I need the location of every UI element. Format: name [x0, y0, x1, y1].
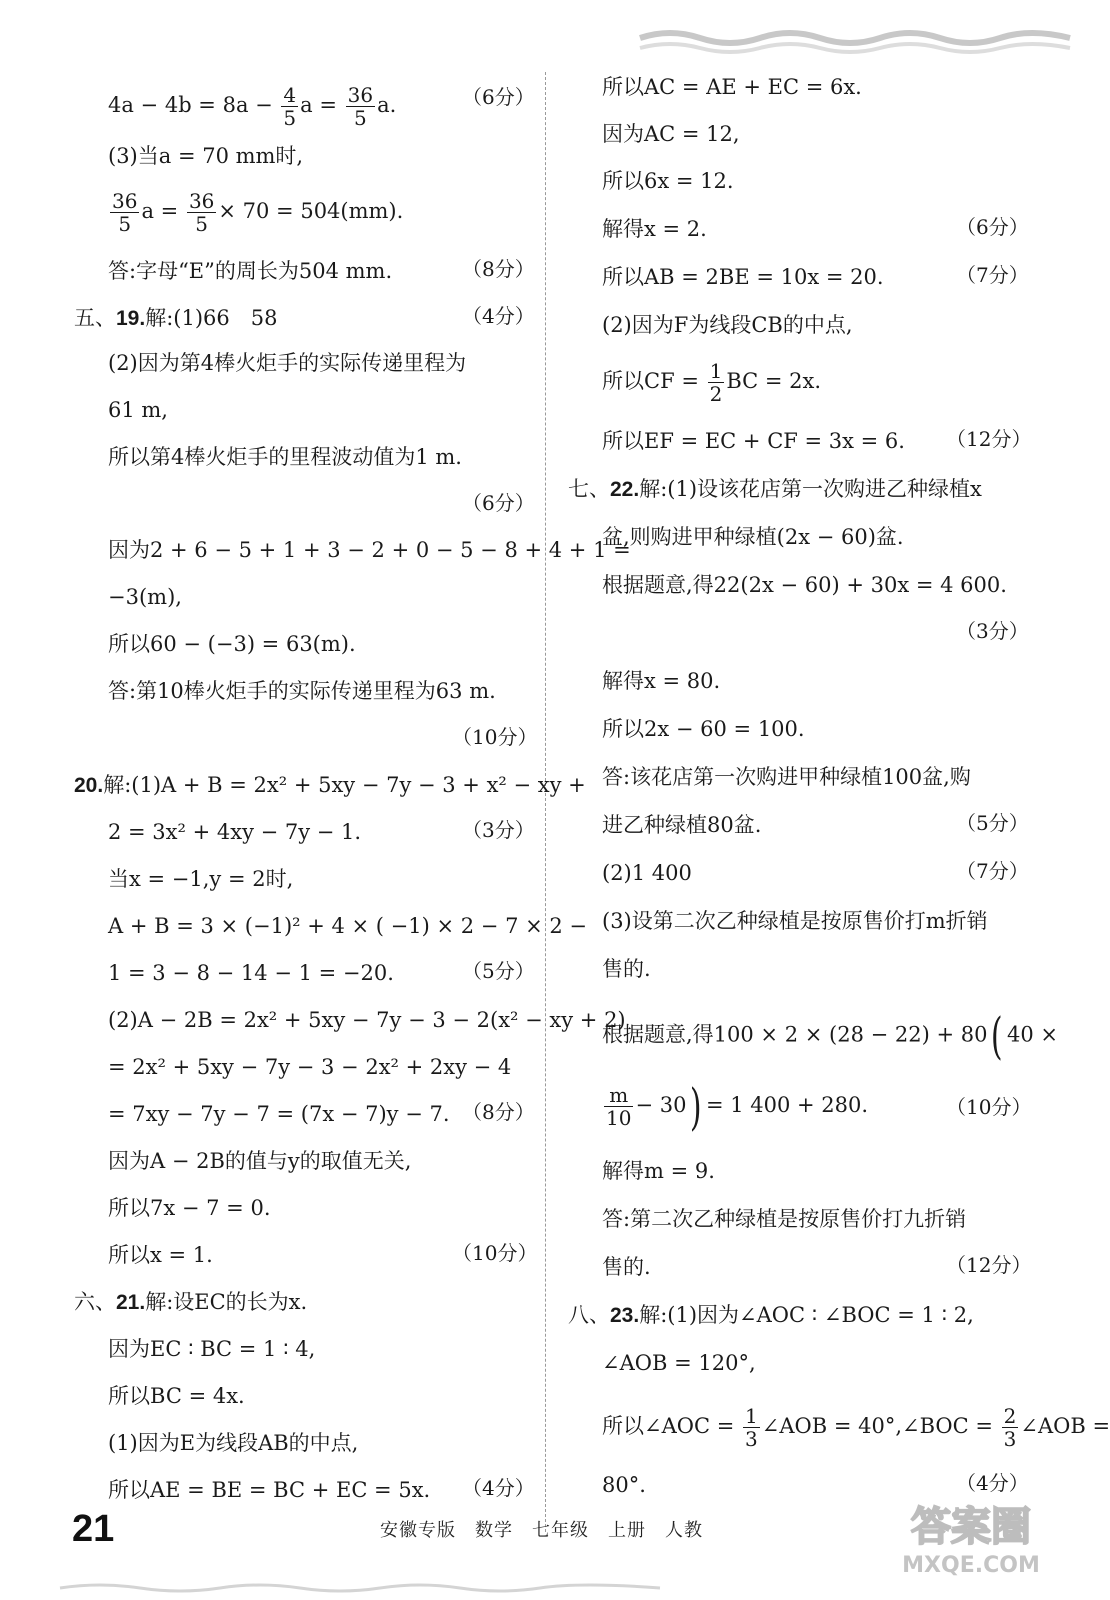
answer-line: 进乙种绿植80盆.: [602, 813, 762, 837]
text-line: 解得m = 9.: [602, 1159, 715, 1183]
column-divider: [545, 72, 546, 1532]
text-line: 所以60 − (−3) = 63(m).: [108, 632, 356, 656]
text-line: 61 m,: [108, 398, 168, 422]
text-line: 解得x = 80.: [602, 669, 721, 693]
text-line: 售的.: [602, 957, 651, 981]
text-line: (3)设第二次乙种绿植是按原售价打m折销: [602, 909, 988, 933]
fraction: $\frac{36}{5}$: [347, 83, 374, 130]
text-line: (2)1 400: [602, 861, 692, 885]
answer-line: 售的.: [602, 1255, 651, 1279]
text-line: 当x = −1,y = 2时,: [108, 867, 294, 891]
text-line: (3)当a = 70 mm时,: [108, 144, 304, 168]
decorative-wave-bottom: [60, 1578, 660, 1598]
score-mark: （7分）: [956, 263, 1029, 287]
equation-line: 4a − 4b = 8a − $\frac{4}{5}$ a = $\frac{36}{5}$ a.: [108, 83, 397, 130]
text-line: 因为AC = 12,: [602, 122, 740, 146]
text-line: = 2x² + 5xy − 7y − 3 − 2x² + 2xy − 4: [108, 1055, 512, 1079]
equation-line: $\frac{36}{5}$ a = $\frac{36}{5}$ × 70 = 504(mm).: [112, 189, 404, 236]
text-line: 所以6x = 12.: [602, 169, 734, 193]
answer-line: 答:第二次乙种绿植是按原售价打九折销: [602, 1207, 967, 1231]
text-line: 盆,则购进甲种绿植(2x − 60)盆.: [602, 525, 904, 549]
text-line: 80°.: [602, 1473, 646, 1497]
text-line: ∠AOB = 120°,: [602, 1351, 756, 1375]
score-mark: （5分）: [956, 811, 1029, 835]
right-paren: ): [690, 1077, 703, 1136]
text-line: 所以第4棒火炬手的里程波动值为1 m.: [108, 445, 462, 469]
score-mark: （3分）: [956, 619, 1029, 643]
text-line: 所以2x − 60 = 100.: [602, 717, 805, 741]
score-mark: （10分）: [946, 1095, 1032, 1119]
question-22-heading: 七、22.解:(1)设该花店第一次购进乙种绿植x: [568, 477, 982, 501]
watermark-text: 答案圈: [911, 1504, 1031, 1550]
text-line: 因为EC ∶ BC = 1 ∶ 4,: [108, 1337, 316, 1361]
fraction: $\frac{4}{5}$: [283, 83, 297, 130]
fraction: $\frac{36}{5}$: [188, 189, 215, 236]
answer-line: 答:该花店第一次购进甲种绿植100盆,购: [602, 765, 971, 789]
watermark-url: MXQE.COM: [902, 1553, 1040, 1578]
text-line: 解得x = 2.: [602, 217, 707, 241]
text-line: (2)因为F为线段CB的中点,: [602, 313, 853, 337]
answer-line: 答:第10棒火炬手的实际传递里程为63 m.: [108, 679, 496, 703]
answer-line: 答:字母“E”的周长为504 mm.: [108, 259, 393, 283]
text-line: 所以AB = 2BE = 10x = 20.: [602, 265, 884, 289]
text-line: 所以AC = AE + EC = 6x.: [602, 75, 862, 99]
text-line: 1 = 3 − 8 − 14 − 1 = −20.: [108, 961, 394, 985]
text-line: 2 = 3x² + 4xy − 7y − 1.: [108, 820, 362, 844]
equation-line: $\frac{m}{10}$ − 30) = 1 400 + 280.: [606, 1077, 869, 1136]
score-mark: （4分）: [956, 1471, 1029, 1495]
score-mark: （8分）: [462, 257, 535, 281]
score-mark: （12分）: [946, 1253, 1032, 1277]
score-mark: （7分）: [956, 859, 1029, 883]
left-paren: (: [991, 1007, 1004, 1065]
fraction: $\frac{2}{3}$: [1003, 1404, 1017, 1451]
page-number: 21: [72, 1508, 115, 1550]
text-line: A + B = 3 × (−1)² + 4 × ( −1) × 2 − 7 × 2 −: [108, 914, 588, 938]
text-line: 根据题意,得22(2x − 60) + 30x = 4 600.: [602, 573, 1007, 597]
score-mark: （3分）: [462, 818, 535, 842]
score-mark: （6分）: [956, 215, 1029, 239]
equation-line: 所以∠AOC = $\frac{1}{3}$ ∠AOB = 40°,∠BOC = $\frac{2}{3}$ ∠AOB =: [602, 1404, 1110, 1451]
text-line: 因为A − 2B的值与y的取值无关,: [108, 1149, 412, 1173]
score-mark: （5分）: [462, 959, 535, 983]
score-mark: （10分）: [452, 1241, 538, 1265]
text-line: (2)A − 2B = 2x² + 5xy − 7y − 3 − 2(x² − xy + 2): [108, 1008, 626, 1032]
text-line: 所以7x − 7 = 0.: [108, 1196, 271, 1220]
text-line: 所以AE = BE = BC + EC = 5x.: [108, 1478, 431, 1502]
text-line: −3(m),: [108, 585, 182, 609]
score-mark: （12分）: [946, 427, 1032, 451]
text-line: 所以BC = 4x.: [108, 1384, 245, 1408]
question-20-heading: 20.解:(1)A + B = 2x² + 5xy − 7y − 3 + x² − xy +: [74, 773, 586, 797]
text-line: 因为2 + 6 − 5 + 1 + 3 − 2 + 0 − 5 − 8 + 4 + 1 =: [108, 538, 631, 562]
score-mark: （6分）: [462, 85, 535, 109]
decorative-wave-top: [640, 18, 1070, 58]
fraction: $\frac{m}{10}$: [606, 1083, 632, 1130]
score-mark: （4分）: [462, 1476, 535, 1500]
equation-line: 根据题意,得100 × 2 × (28 − 22) + 80( 40 ×: [602, 1007, 1058, 1065]
text-line: 所以x = 1.: [108, 1243, 213, 1267]
text-line: (2)因为第4棒火炬手的实际传递里程为: [108, 351, 467, 375]
score-mark: （8分）: [462, 1100, 535, 1124]
score-mark: （4分）: [462, 304, 535, 328]
fraction: $\frac{36}{5}$: [112, 189, 138, 236]
question-23-heading: 八、23.解:(1)因为∠AOC ∶ ∠BOC = 1 ∶ 2,: [568, 1303, 974, 1327]
fraction: $\frac{1}{3}$: [745, 1404, 758, 1451]
fraction: $\frac{1}{2}$: [709, 359, 723, 406]
equation-line: 所以CF = $\frac{1}{2}$ BC = 2x.: [602, 359, 822, 406]
text-line: 所以EF = EC + CF = 3x = 6.: [602, 429, 905, 453]
question-21-heading: 六、21.解:设EC的长为x.: [74, 1290, 308, 1314]
text-line: = 7xy − 7y − 7 = (7x − 7)y − 7.: [108, 1102, 450, 1126]
watermark-logo: [886, 1492, 1056, 1582]
question-19-heading: 五、19.解:(1)66 58: [74, 306, 278, 330]
score-mark: （6分）: [462, 491, 535, 515]
score-mark: （10分）: [452, 725, 538, 749]
text-line: (1)因为E为线段AB的中点,: [108, 1431, 359, 1455]
footer-caption: 安徽专版 数学 七年级 上册 人教: [380, 1520, 703, 1541]
